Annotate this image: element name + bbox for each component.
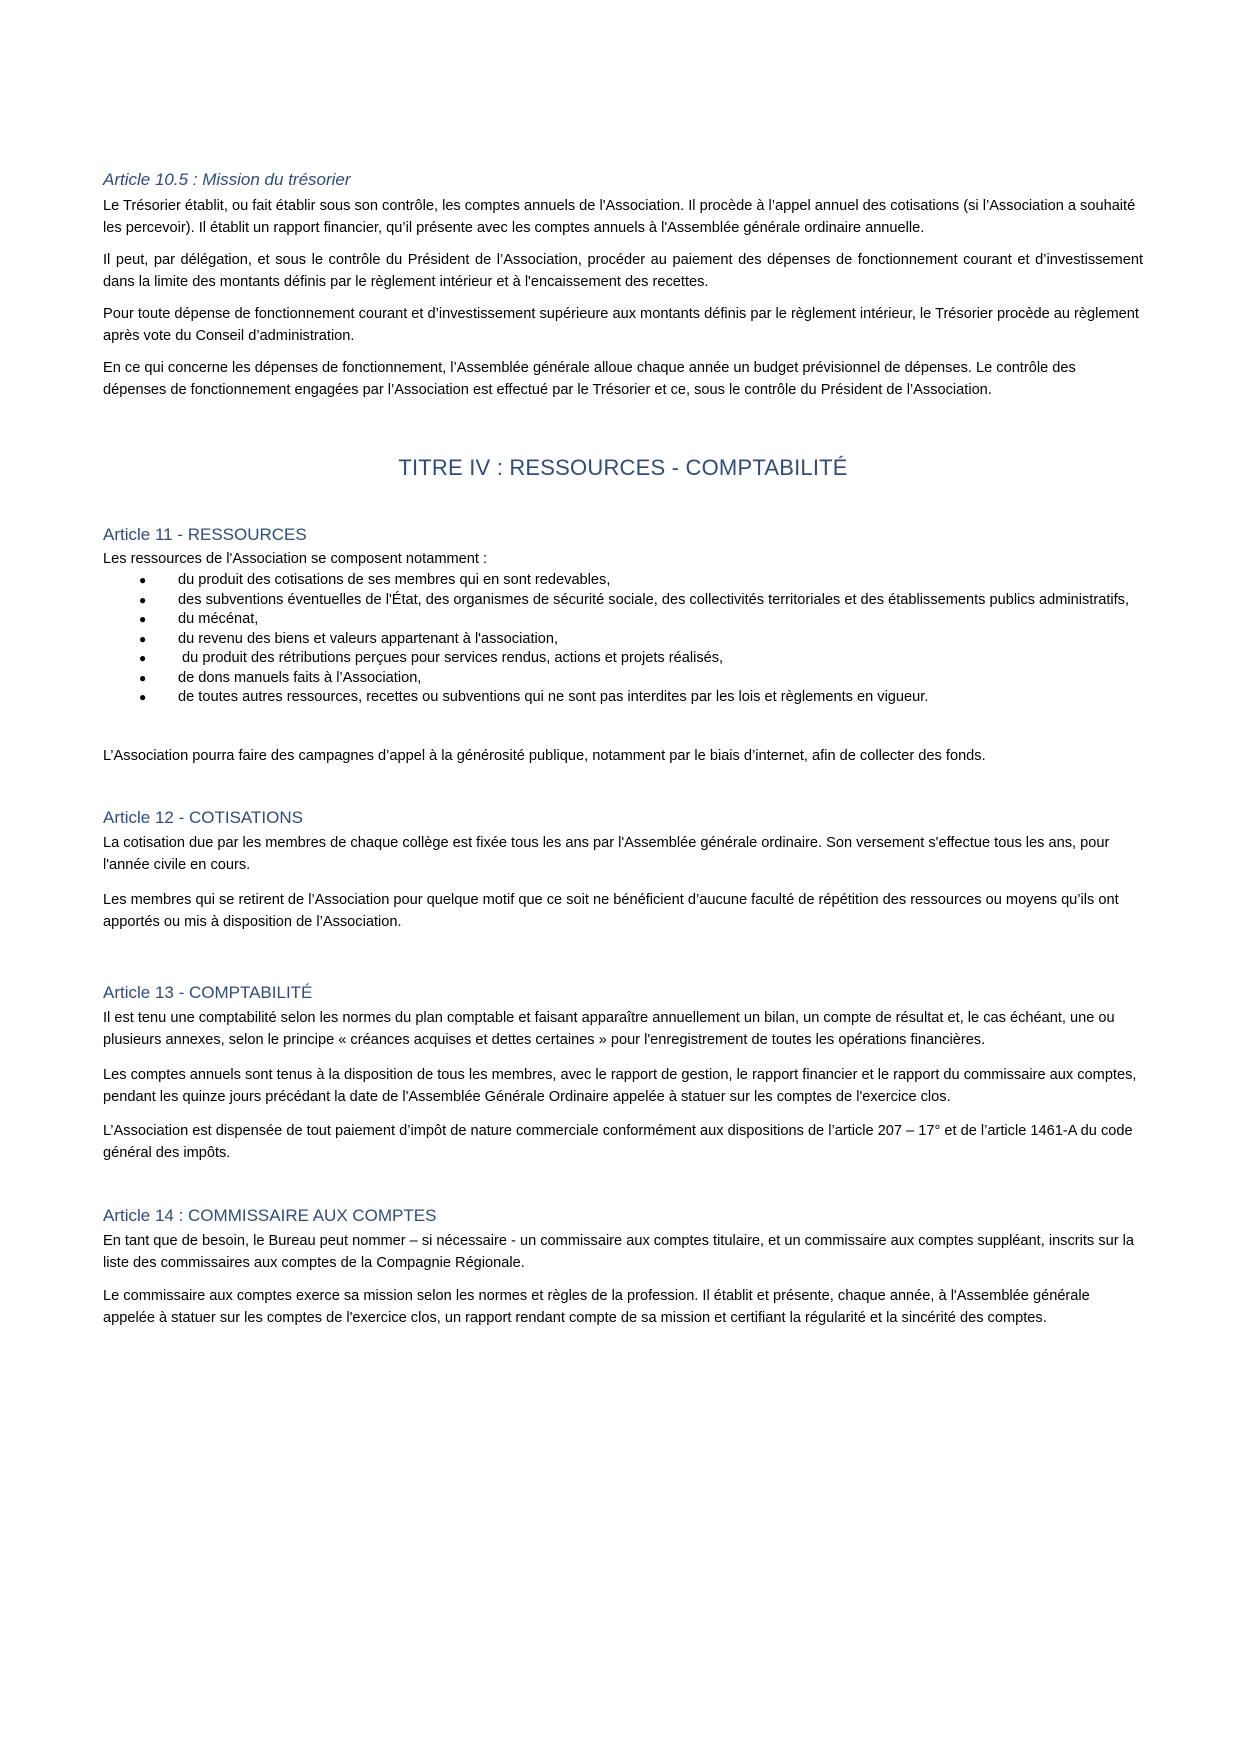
article-10-5-paragraph-1: Le Trésorier établit, ou fait établir sous son contrôle, les comptes annuels de l'Association. Il procède à l’appel annuel des cotisations (si l’Association a souhaité les percevoir). Il établit un rapport financier, qu’il présente avec les comptes annuels à l'Assemblée générale ordinaire annuelle. xyxy=(103,198,1136,236)
article-14-heading: Article 14 : COMMISSAIRE AUX COMPTES xyxy=(103,1206,437,1225)
list-item: ● des subventions éventuelles de l'État, des organismes de sécurité sociale, des collectivités territoriales et des établissements publics administratifs, xyxy=(103,591,1143,611)
article-12-heading: Article 12 - COTISATIONS xyxy=(103,808,303,827)
list-item: ● de dons manuels faits à l’Association, xyxy=(103,669,1143,689)
list-item: ● de toutes autres ressources, recettes ou subventions qui ne sont pas interdites par les lois et règlements en vigueur. xyxy=(103,688,1143,708)
article-12-paragraph-1: La cotisation due par les membres de chaque collège est fixée tous les ans par l'Assemblée générale ordinaire. Son versement s'effectue tous les ans, pour l'année civile en cours. xyxy=(103,835,1110,873)
bullet-icon: ● xyxy=(139,670,147,685)
article-13-heading: Article 13 - COMPTABILITÉ xyxy=(103,983,313,1002)
list-item: ● du revenu des biens et valeurs appartenant à l'association, xyxy=(103,630,1143,650)
article-14-paragraph-1: En tant que de besoin, le Bureau peut nommer – si nécessaire - un commissaire aux comptes titulaire, et un commissaire aux comptes suppléant, inscrits sur la liste des commissaires aux comptes de la Compagnie Régionale. xyxy=(103,1233,1134,1271)
article-13-paragraph-1: Il est tenu une comptabilité selon les normes du plan comptable et faisant apparaître annuellement un bilan, un compte de résultat et, le cas échéant, une ou plusieurs annexes, selon le principe « créances acquises et dettes certaines » pour l'enregistrement de toutes les opérations financières. xyxy=(103,1010,1115,1048)
bullet-icon: ● xyxy=(139,651,147,665)
title-iv-heading: TITRE IV : RESSOURCES - COMPTABILITÉ xyxy=(398,455,848,480)
bullet-icon: ● xyxy=(139,592,147,607)
article-11-resource-list xyxy=(103,571,1143,708)
list-item: ● du produit des rétributions perçues pour services rendus, actions et projets réalisés, xyxy=(103,649,1143,669)
article-13-paragraph-2: Les comptes annuels sont tenus à la disposition de tous les membres, avec le rapport de gestion, le rapport financier et le rapport du commissaire aux comptes, pendant les quinze jours précédant la date de l'Assemblée Générale Ordinaire appelée à statuer sur les comptes de l'exercice clos. xyxy=(103,1067,1137,1105)
bullet-icon: ● xyxy=(139,631,147,646)
article-12-paragraph-2: Les membres qui se retirent de l’Association pour quelque motif que ce soit ne bénéficient d’aucune faculté de répétition des ressources ou moyens qu’ils ont apportés ou mis à disposition de l’Association. xyxy=(103,892,1119,930)
article-10-5-paragraph-2: Il peut, par délégation, et sous le contrôle du Président de l’Association, procéder au paiement des dépenses de fonctionnement courant et d’investissement dans la limite des montants définis par le règlement intérieur et à l'encaissement des recettes. xyxy=(103,252,1143,290)
list-item: ● du mécénat, xyxy=(103,610,1143,630)
article-10-5-heading: Article 10.5 : Mission du trésorier xyxy=(103,170,351,189)
bullet-icon: ● xyxy=(139,612,147,626)
article-13-paragraph-3: L’Association est dispensée de tout paiement d’impôt de nature commerciale conformément aux dispositions de l’article 207 – 17° et de l’article 1461-A du code général des impôts. xyxy=(103,1123,1133,1161)
article-10-5-paragraph-4: En ce qui concerne les dépenses de fonctionnement, l’Assemblée générale alloue chaque année un budget prévisionnel de dépenses. Le contrôle des dépenses de fonctionnement engagées par l’Association est effectué par le Trésorier et ce, sous le contrôle du Président de l’Association. xyxy=(103,360,1076,398)
bullet-icon: ● xyxy=(139,690,147,704)
article-10-5-paragraph-3: Pour toute dépense de fonctionnement courant et d’investissement supérieure aux montants définis par le règlement intérieur, le Trésorier procède au règlement après vote du Conseil d’administration. xyxy=(103,306,1139,344)
bullet-icon: ● xyxy=(139,573,147,587)
article-14-paragraph-2: Le commissaire aux comptes exerce sa mission selon les normes et règles de la profession. Il établit et présente, chaque année, à l'Assemblée générale appelée à statuer sur les comptes de l'exercice clos, un rapport rendant compte de sa mission et certifiant la régularité et la sincérité des comptes. xyxy=(103,1288,1090,1326)
article-11-intro: Les ressources de l'Association se composent notamment : xyxy=(103,551,488,567)
list-item: ● du produit des cotisations de ses membres qui en sont redevables, xyxy=(103,571,1143,591)
article-11-outro: L’Association pourra faire des campagnes d’appel à la générosité publique, notamment par le biais d’internet, afin de collecter des fonds. xyxy=(103,748,986,764)
article-11-heading: Article 11 - RESSOURCES xyxy=(103,525,307,544)
